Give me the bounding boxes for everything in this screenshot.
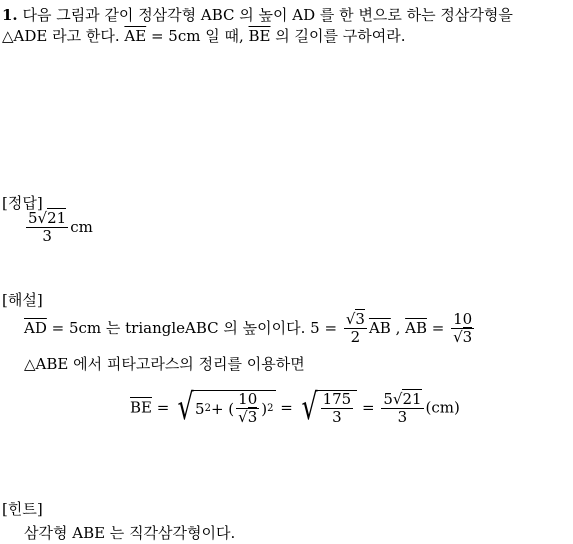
hint-label: [힌트] <box>2 500 43 518</box>
solution-line-2: △ABE 에서 피타고라스의 정리를 이용하면 <box>24 355 305 373</box>
answer-fraction: $\frac{5√21}{3}$ <box>28 209 67 246</box>
segment-ae: $\overline{AE}$ <box>124 27 147 45</box>
problem-line-1 <box>2 4 513 25</box>
hint-text: 삼각형 ABE 는 직각삼각형이다. <box>24 524 236 542</box>
answer-value <box>24 210 93 246</box>
solution-label: [해설] <box>2 291 43 309</box>
solution-equation: $\overline{BE}$ = √ 5 2 + ( $\frac{10}{√3}$ ) 2 = √ $\frac{175}{3}$ = $\frac{5√21}{3}$ (cm) <box>130 387 460 428</box>
answer-label: [정답] <box>2 194 43 212</box>
problem-text-1: 다음 그림과 같이 정삼각형 ABC 의 높이 AD 를 한 변으로 하는 정삼각형을 <box>22 6 513 24</box>
segment-be: $\overline{BE}$ <box>248 27 271 45</box>
solution-line-1: $\overline{AD} = 5cm$ 는 triangleABC 의 높이이다. 5 = $\frac{√3}{2}$ $\overline{AB}$ , $\overline{AB}$ = $\frac{10}{√3}$ <box>24 310 473 347</box>
problem-line-2: △ADE 라고 한다. $\overline{AE} = 5cm$ 일 때, $\overline{BE}$ 의 길이를 구하여라. <box>2 27 406 45</box>
problem-number: 1. <box>2 6 18 24</box>
answer-unit: cm <box>70 217 93 236</box>
